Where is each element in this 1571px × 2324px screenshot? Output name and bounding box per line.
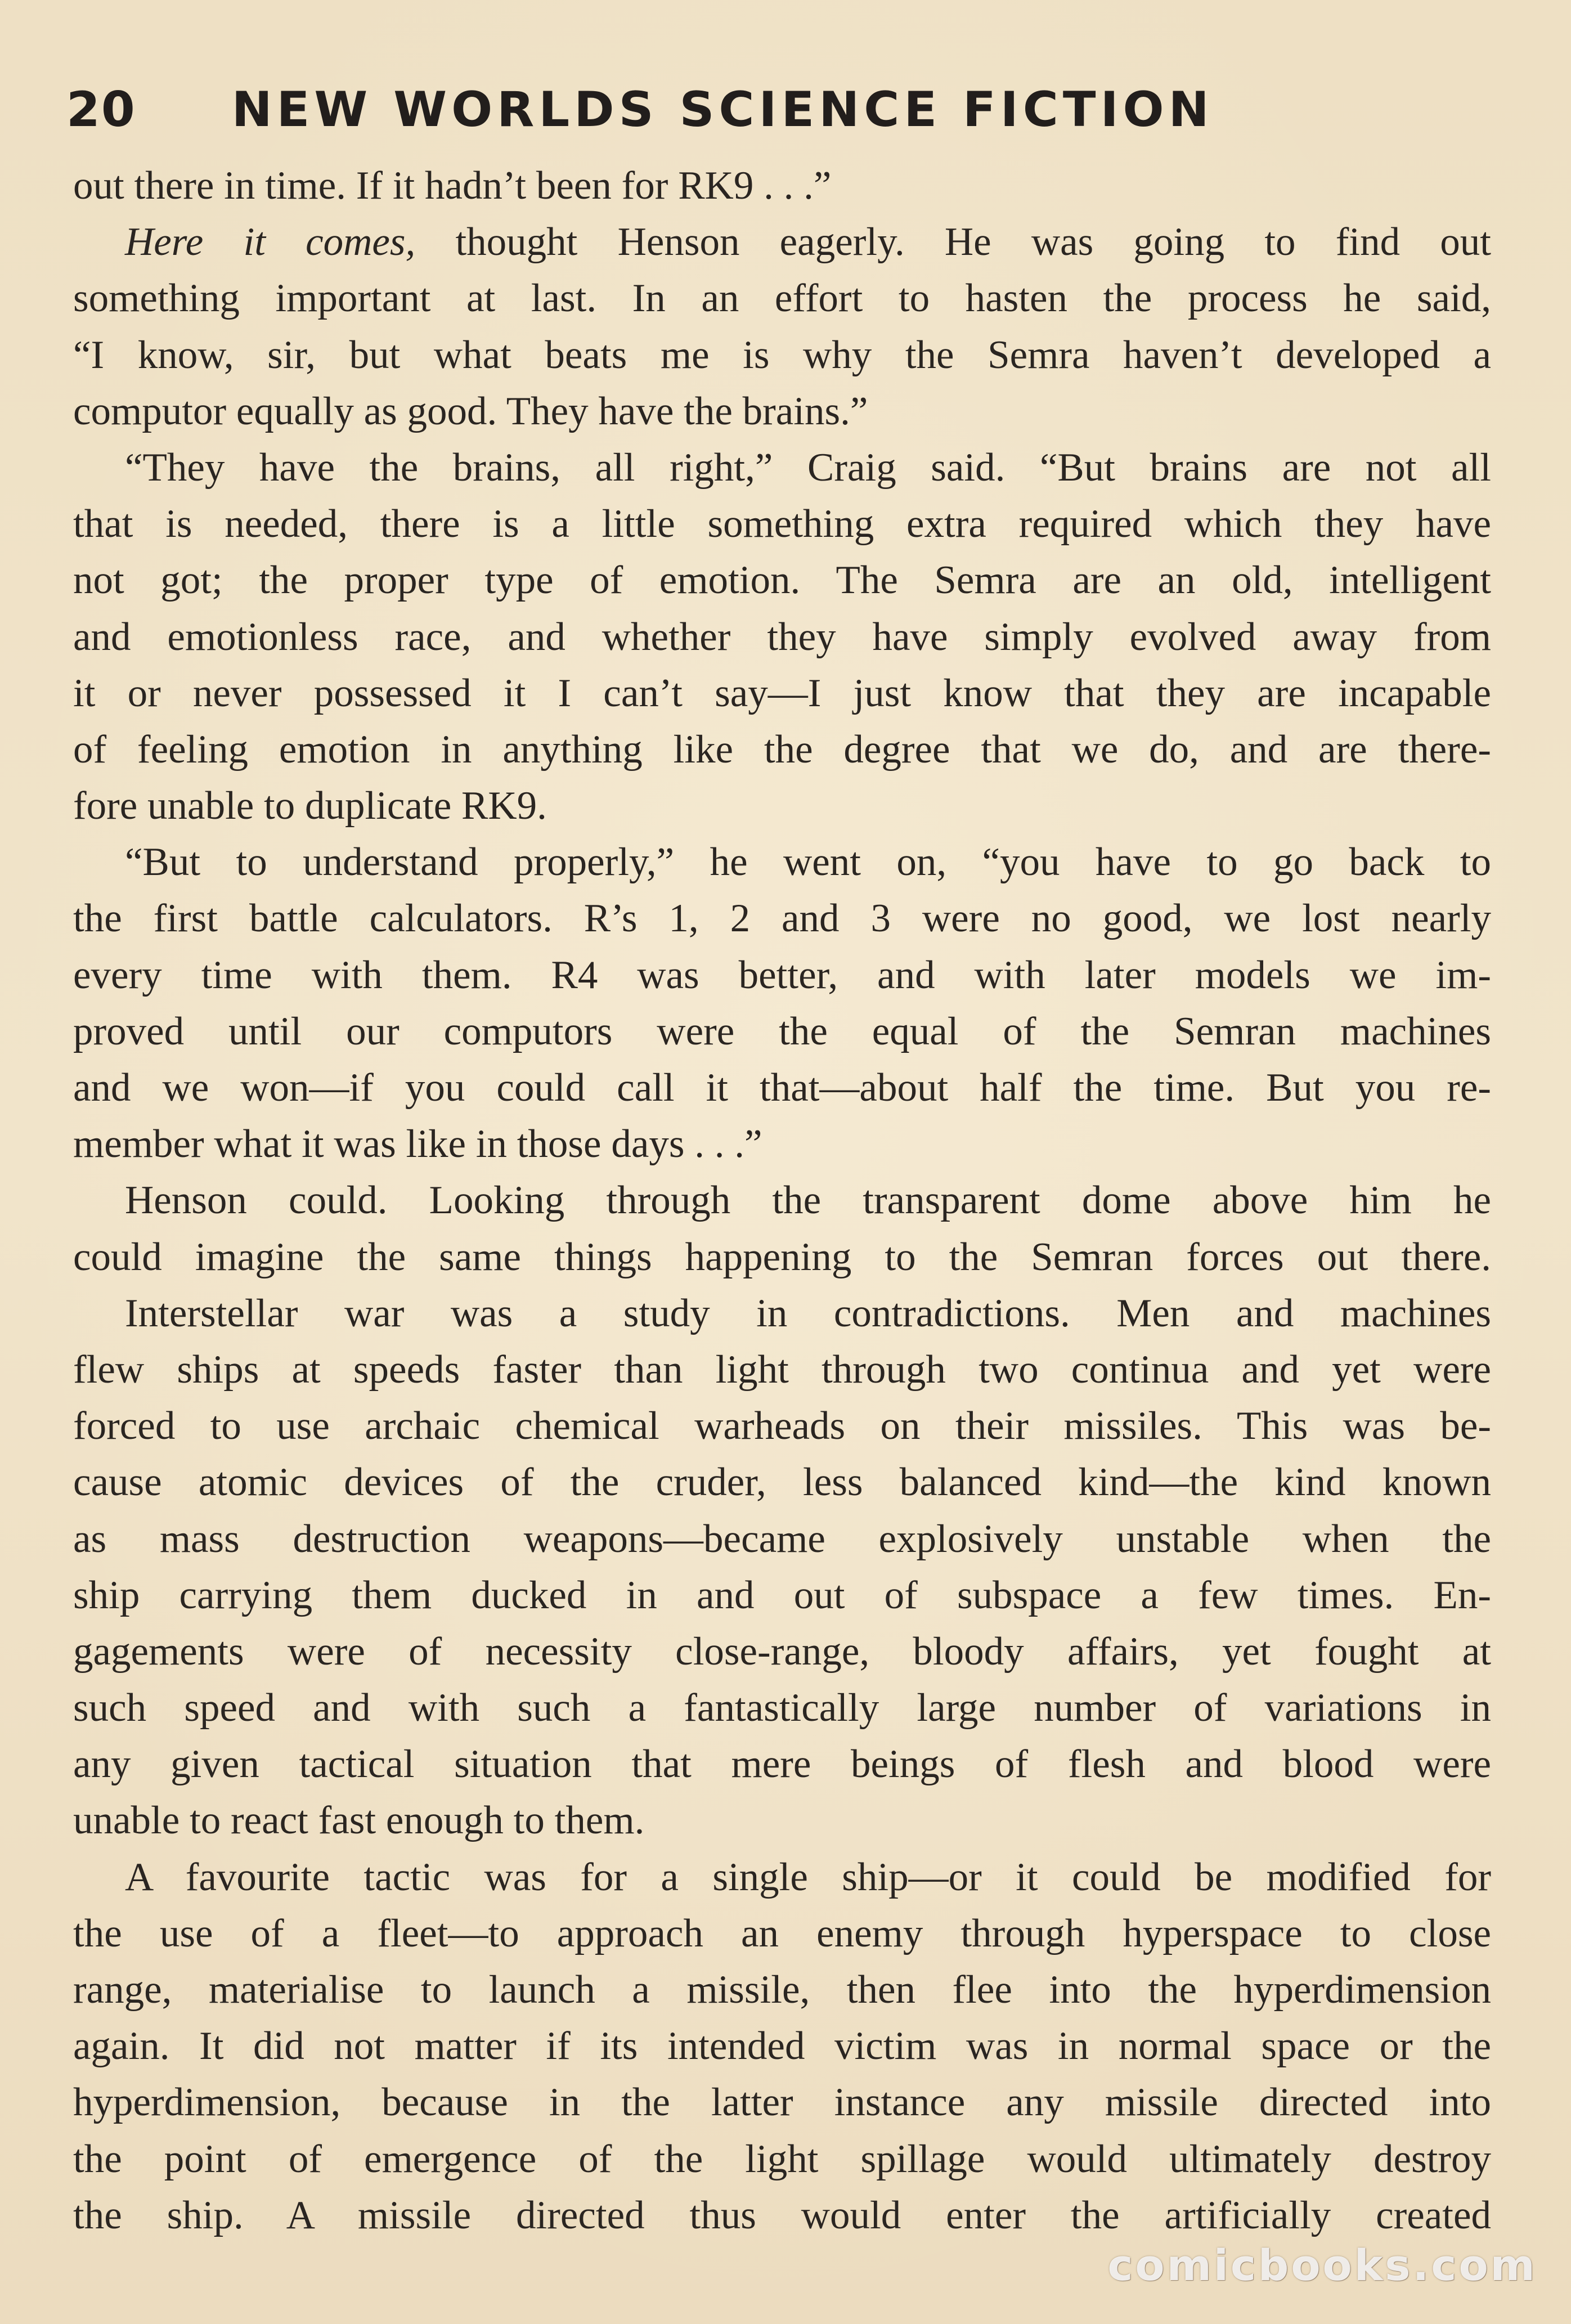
text-line <box>73 1060 1491 1116</box>
text-line <box>73 1229 1491 1285</box>
line-text: as mass destruction weapons—became explosively unstable when the <box>73 1517 1491 1561</box>
line-text: and we won—if you could call it that—about half the time. But you re- <box>73 1066 1491 1110</box>
line-text: “I know, sir, but what beats me is why the Semra haven’t developed a <box>73 333 1491 377</box>
line-text: ship carrying them ducked in and out of subspace a few times. En- <box>73 1573 1491 1617</box>
text-line <box>73 270 1491 326</box>
line-text: Henson could. Looking through the transparent dome above him he <box>125 1178 1491 1223</box>
text-line <box>73 1849 1491 1905</box>
line-text: any given tactical situation that mere beings of flesh and blood were <box>73 1742 1491 1787</box>
text-line <box>73 1623 1491 1680</box>
line-text: hyperdimension, because in the latter instance any missile directed into <box>73 2080 1491 2125</box>
text-line <box>73 214 1491 270</box>
text-line <box>73 1398 1491 1454</box>
line-text: range, materialise to launch a missile, then flee into the hyperdimension <box>73 1968 1491 2012</box>
line-text: flew ships at speeds faster than light through two continua and yet were <box>73 1347 1491 1392</box>
text-line <box>73 778 1491 834</box>
line-text: Interstellar war was a study in contradictions. Men and machines <box>125 1291 1491 1335</box>
line-text: fore unable to duplicate RK9. <box>73 784 547 828</box>
text-line <box>73 1003 1491 1060</box>
text-line <box>73 1285 1491 1342</box>
text-line <box>73 609 1491 665</box>
line-text: A favourite tactic was for a single ship—or it could be modified for <box>125 1855 1491 1899</box>
line-text: out there in time. If it hadn’t been for RK9 . . .” <box>73 164 832 208</box>
text-line <box>73 1116 1491 1172</box>
line-text: thought Henson eagerly. He was going to find out <box>415 220 1491 264</box>
text-line <box>73 1905 1491 1962</box>
line-text: such speed and with such a fantastically large number of variations in <box>73 1686 1491 1730</box>
line-text: cause atomic devices of the cruder, less balanced kind—the kind known <box>73 1460 1491 1505</box>
line-text: every time with them. R4 was better, and with later models we im- <box>73 953 1491 997</box>
text-line <box>73 327 1491 383</box>
line-text: gagements were of necessity close-range, bloody affairs, yet fought at <box>73 1629 1491 1674</box>
text-line <box>73 1454 1491 1510</box>
text-line <box>73 1511 1491 1567</box>
page-header <box>66 82 1214 143</box>
line-text: computor equally as good. They have the brains.” <box>73 389 868 433</box>
text-line <box>73 834 1491 890</box>
line-text: member what it was like in those days . . .” <box>73 1122 762 1167</box>
text-line <box>73 1736 1491 1792</box>
line-text: and emotionless race, and whether they have simply evolved away from <box>73 614 1491 659</box>
text-line <box>73 947 1491 1003</box>
line-text: not got; the proper type of emotion. The Semra are an old, intelligent <box>73 558 1491 603</box>
text-line <box>73 2018 1491 2074</box>
line-text: forced to use archaic chemical warheads on their missiles. This was be- <box>73 1404 1491 1448</box>
text-line <box>73 721 1491 778</box>
line-text: the point of emergence of the light spillage would ultimately destroy <box>73 2137 1491 2181</box>
text-line <box>73 383 1491 439</box>
text-line <box>73 1342 1491 1398</box>
text-line <box>73 1172 1491 1228</box>
line-text: it or never possessed it I can’t say—I just know that they are incapable <box>73 671 1491 715</box>
line-text: “They have the brains, all right,” Craig said. “But brains are not all <box>125 445 1491 490</box>
italic-phrase: Here it comes, <box>125 220 416 264</box>
text-line <box>73 158 1491 214</box>
text-line <box>73 439 1491 496</box>
line-text: that is needed, there is a little something extra required which they have <box>73 502 1491 546</box>
line-text: something important at last. In an effort to hasten the process he said, <box>73 276 1491 321</box>
text-line <box>73 890 1491 946</box>
line-text: the ship. A missile directed thus would enter the artificially created <box>73 2193 1491 2237</box>
text-line <box>73 2131 1491 2187</box>
line-text: again. It did not matter if its intended victim was in normal space or the <box>73 2024 1491 2069</box>
text-line <box>73 1567 1491 1623</box>
text-line <box>73 1962 1491 2018</box>
text-line <box>73 2187 1491 2244</box>
line-text: the first battle calculators. R’s 1, 2 and 3 were no good, we lost nearly <box>73 896 1491 941</box>
body-text <box>73 158 1491 2244</box>
line-text: proved until our computors were the equal of the Semran machines <box>73 1009 1491 1053</box>
page-number: 20 <box>66 82 136 138</box>
watermark-logo: comicbooks.com <box>1107 2240 1537 2290</box>
line-text: of feeling emotion in anything like the degree that we do, and are there- <box>73 727 1491 771</box>
line-text: unable to react fast enough to them. <box>73 1798 645 1843</box>
running-title: NEW WORLDS SCIENCE FICTION <box>231 82 1214 138</box>
text-line <box>73 2074 1491 2130</box>
text-line <box>73 1680 1491 1736</box>
text-line <box>73 496 1491 552</box>
text-line <box>73 665 1491 721</box>
line-text: “But to understand properly,” he went on, “you have to go back to <box>125 840 1491 885</box>
text-line <box>73 552 1491 608</box>
line-text: the use of a fleet—to approach an enemy through hyperspace to close <box>73 1911 1491 1955</box>
line-text: could imagine the same things happening to the Semran forces out there. <box>73 1235 1491 1279</box>
text-line <box>73 1792 1491 1849</box>
